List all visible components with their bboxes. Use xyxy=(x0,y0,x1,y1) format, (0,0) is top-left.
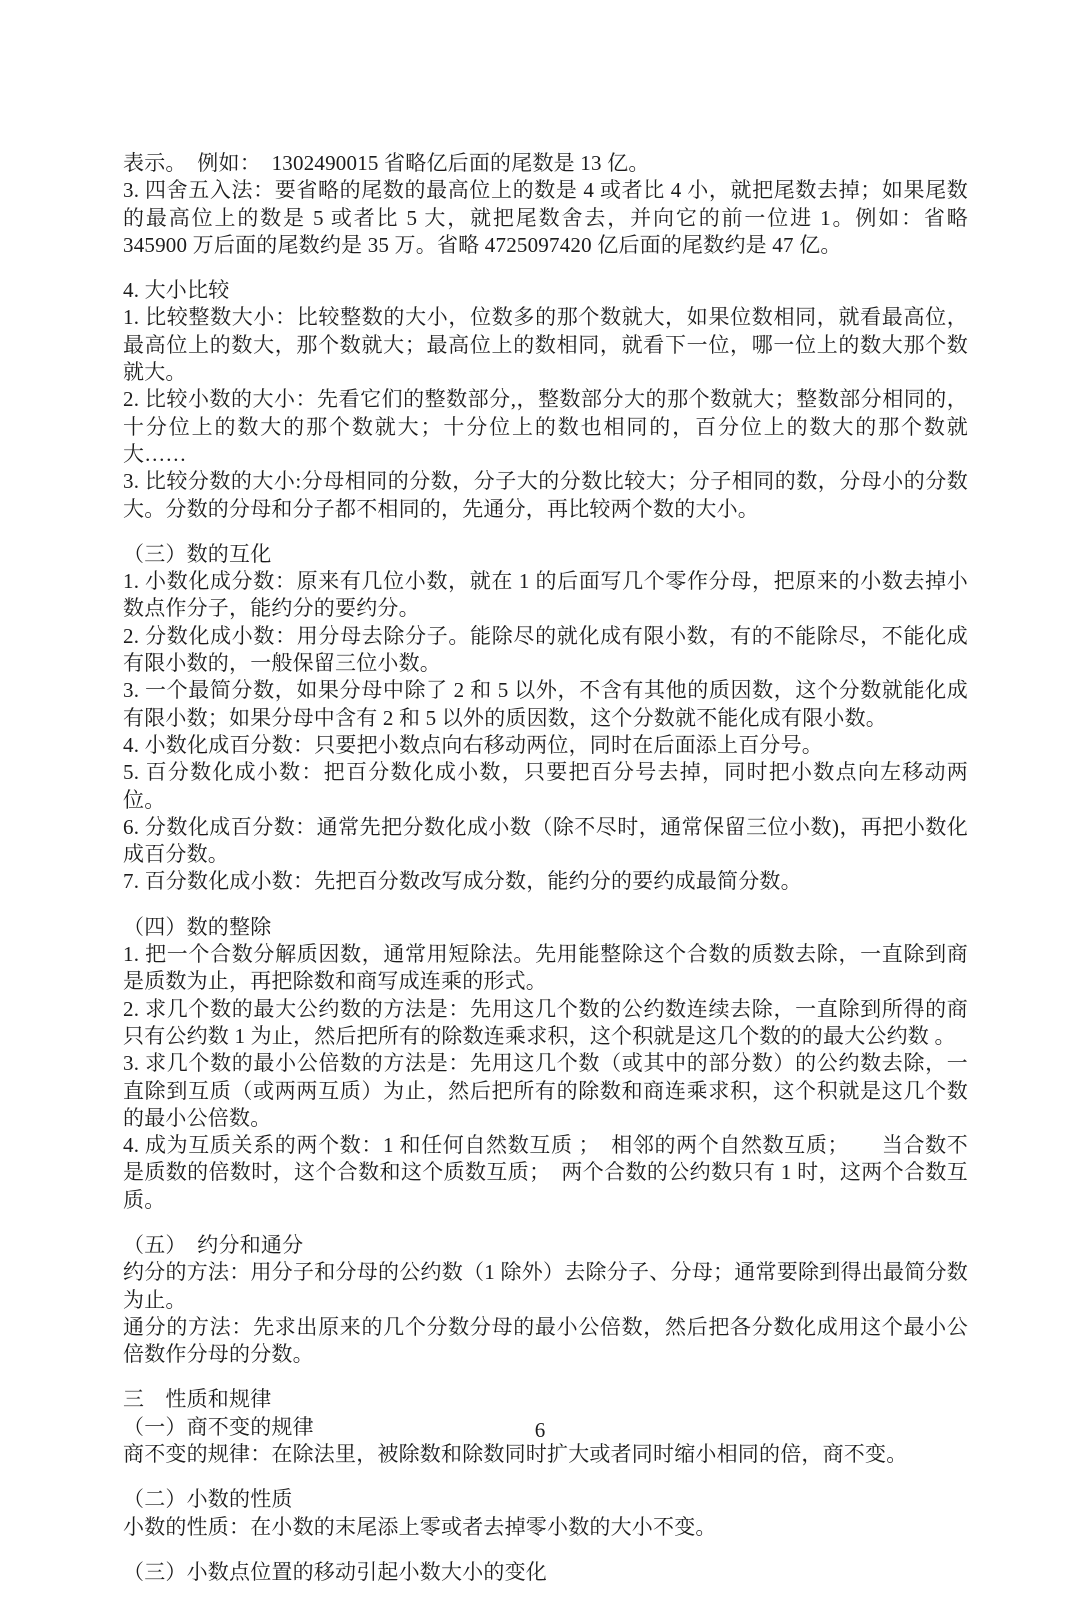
paragraph: 1. 把一个合数分解质因数，通常用短除法。先用能整除这个合数的质数去除，一直除到商是质数为止，再把除数和商写成连乘的形式。 xyxy=(123,942,968,994)
section-size-comparison xyxy=(123,277,968,523)
section-heading: 三 性质和规律 xyxy=(123,1387,272,1412)
paragraph: 商不变的规律：在除法里，被除数和除数同时扩大或者同时缩小相同的倍，商不变。 xyxy=(123,1442,908,1467)
section-heading: （五） 约分和通分 xyxy=(123,1232,304,1257)
paragraph: 1. 比较整数大小：比较整数的大小，位数多的那个数就大，如果位数相同，就看最高位，最高位上的数大，那个数就大；最高位上的数相同，就看下一位，哪一位上的数大那个数就大。 xyxy=(123,305,968,385)
paragraph: 7. 百分数化成小数：先把百分数改写成分数，能约分的要约成最简分数。 xyxy=(123,869,802,894)
section-heading: 4. 大小比较 xyxy=(123,278,230,303)
paragraph: 约分的方法：用分子和分母的公约数（1 除外）去除分子、分母；通常要除到得出最简分数为止。 xyxy=(123,1260,968,1312)
paragraph: 3. 求几个数的最小公倍数的方法是：先用这几个数（或其中的部分数）的公约数去除，一直除到互质（或两两互质）为止，然后把所有的除数和商连乘求积，这个积就是这几个数的最小公倍数。 xyxy=(123,1051,968,1130)
paragraph: 3. 一个最简分数，如果分母中除了 2 和 5 以外，不含有其他的质因数，这个分数就能化成有限小数；如果分母中含有 2 和 5 以外的质因数，这个分数就不能化成有限小数。 xyxy=(123,678,968,730)
paragraph: 2. 分数化成小数：用分母去除分子。能除尽的就化成有限小数，有的不能除尽，不能化成有限小数的，一般保留三位小数。 xyxy=(123,623,968,676)
section-heading: （二）小数的性质 xyxy=(123,1487,293,1512)
section-divisibility xyxy=(123,914,968,1214)
paragraph: 通分的方法：先求出原来的几个分数分母的最小公倍数，然后把各分数化成用这个最小公倍数作分母的分数。 xyxy=(123,1314,968,1367)
section-heading: （四）数的整除 xyxy=(123,914,272,939)
sub-heading: （一）商不变的规律 xyxy=(123,1414,314,1439)
section-rounding xyxy=(123,150,968,259)
paragraph: 表示。 例如： 1302490015 省略亿后面的尾数是 13 亿。 xyxy=(123,151,650,175)
paragraph: 2. 求几个数的最大公约数的方法是：先用这几个数的公约数连续去除，一直除到所得的商只有公约数 1 为止，然后把所有的除数连乘求积，这个积就是这几个数的的最大公约数 。 xyxy=(123,996,968,1048)
paragraph: 4. 小数化成百分数：只要把小数点向右移动两位，同时在后面添上百分号。 xyxy=(123,732,823,757)
section-decimal-property xyxy=(123,1486,968,1541)
paragraph: 1. 小数化成分数：原来有几位小数，就在 1 的后面写几个零作分母，把原来的小数去掉小数点作分子，能约分的要约分。 xyxy=(123,569,968,621)
section-number-conversion xyxy=(123,541,968,896)
section-decimal-point-movement xyxy=(123,1559,968,1586)
paragraph: 6. 分数化成百分数：通常先把分数化成小数（除不尽时，通常保留三位小数)，再把小数化成百分数。 xyxy=(123,814,968,867)
paragraph: 3. 比较分数的大小:分母相同的分数，分子大的分数比较大；分子相同的数，分母小的分数大。分数的分母和分子都不相同的，先通分，再比较两个数的大小。 xyxy=(123,469,968,521)
paragraph: 2. 比较小数的大小：先看它们的整数部分,，整数部分大的那个数就大；整数部分相同的，十分位上的数大的那个数就大；十分位上的数也相同的，百分位上的数大的那个数就大…… xyxy=(123,387,968,466)
section-heading: （三）小数点位置的移动引起小数大小的变化 xyxy=(123,1559,547,1584)
page-number: 6 xyxy=(534,1418,546,1442)
page-content xyxy=(123,150,968,1604)
paragraph: 5. 百分数化成小数：把百分数化成小数，只要把百分号去掉，同时把小数点向左移动两位。 xyxy=(123,760,968,812)
section-heading: （三）数的互化 xyxy=(123,541,272,566)
paragraph: 4. 成为互质关系的两个数：1 和任何自然数互质 ； 相邻的两个自然数互质； 当合数不是质数的倍数时，这个合数和这个质数互质； 两个合数的公约数只有 1 时，这两个合数互质。 xyxy=(123,1133,968,1212)
paragraph: 小数的性质：在小数的末尾添上零或者去掉零小数的大小不变。 xyxy=(123,1514,717,1539)
section-reduce-common-denominator xyxy=(123,1232,968,1368)
paragraph: 3. 四舍五入法：要省略的尾数的最高位上的数是 4 或者比 4 小，就把尾数去掉；如果尾数的最高位上的数是 5 或者比 5 大，就把尾数舍去，并向它的前一位进 1。例如：省略 345900 万后面的尾数约是 35 万。省略 4725097420 亿后面的尾数约是 47 亿。 xyxy=(123,178,968,257)
